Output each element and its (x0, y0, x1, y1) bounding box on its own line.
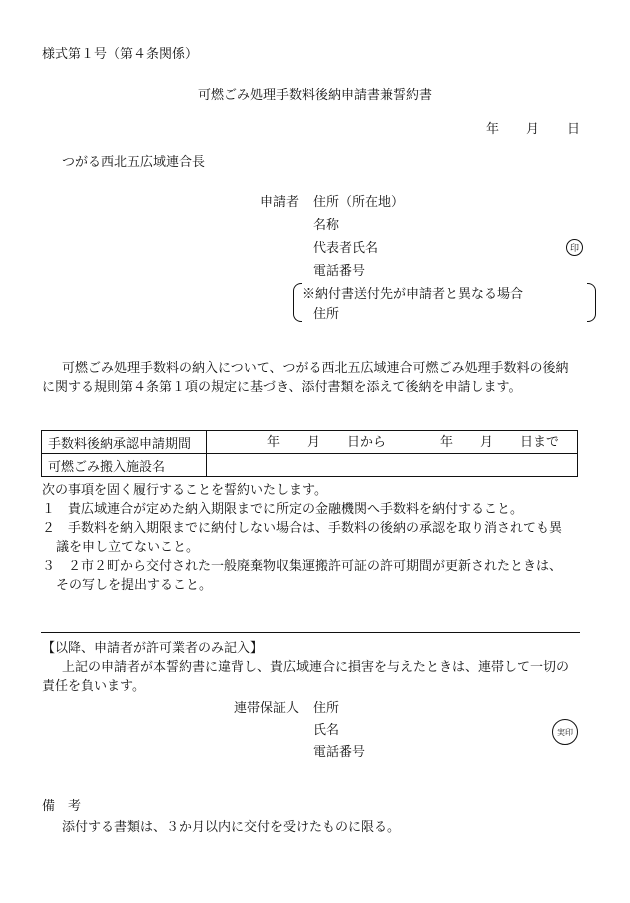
body-text-line2: に関する規則第４条第１項の規定に基づき、添付書類を添えて後納を申請します。 (42, 380, 522, 395)
pledge-item-2-line2: 議を申し立てないこと。 (56, 540, 200, 555)
period-value[interactable] (207, 431, 578, 454)
from-year: 年 (267, 435, 281, 450)
document-title: 可燃ごみ処理手数料後納申請書兼誓約書 (198, 88, 433, 103)
date-day: 日 (567, 122, 581, 137)
delivery-note: ※納付書送付先が申請者と異なる場合 (302, 287, 524, 302)
form-number: 様式第１号（第４条関係） (42, 47, 199, 62)
applicant-name-label: 名称 (313, 218, 340, 233)
note-bracket-left (293, 283, 302, 322)
facility-value[interactable] (207, 454, 578, 477)
to-year: 年 (440, 435, 454, 450)
guarantor-name-label: 氏名 (313, 723, 340, 738)
table-row (42, 454, 578, 477)
period-table (41, 430, 578, 477)
from-day: 日から (347, 435, 387, 450)
seal-mark-text: 印 (569, 244, 579, 254)
applicant-address-label: 住所（所在地） (313, 195, 405, 210)
applicant-phone-label: 電話番号 (313, 264, 366, 279)
period-label: 手数料後納承認申請期間 (42, 431, 207, 454)
from-month: 月 (307, 435, 321, 450)
registered-seal-icon (552, 719, 578, 745)
addressee: つがる西北五広域連合長 (62, 155, 206, 170)
seal-mark-icon (566, 239, 583, 256)
remarks-label: 備 考 (42, 799, 82, 814)
pledge-intro: 次の事項を固く履行することを誓約いたします。 (42, 483, 327, 498)
guarantor-section-header: 【以降、申請者が許可業者のみ記入】 (42, 641, 264, 656)
pledge-item-2-line1: ２ 手数料を納入期限までに納付しない場合は、手数料の後納の承認を取り消されても異 (42, 521, 563, 536)
to-month: 月 (480, 435, 494, 450)
date-year: 年 (486, 122, 500, 137)
delivery-address-label: 住所 (313, 307, 340, 322)
table-row (42, 431, 578, 454)
guarantor-phone-label: 電話番号 (313, 745, 366, 760)
facility-label: 可燃ごみ搬入施設名 (42, 454, 207, 477)
registered-seal-text: 実印 (557, 727, 573, 737)
pledge-item-3-line1: ３ ２市２町から交付された一般廃棄物収集運搬許可証の許可期間が更新されたときは、 (42, 559, 563, 574)
applicant-label: 申請者 (260, 195, 300, 210)
guarantor-label: 連帯保証人 (234, 701, 300, 716)
date-month: 月 (526, 122, 540, 137)
guarantor-text-line1: 上記の申請者が本誓約書に違背し、貴広域連合に損害を与えたときは、連帯して一切の (62, 660, 570, 675)
pledge-item-3-line2: その写しを提出すること。 (56, 578, 213, 593)
to-day: 日まで (520, 435, 560, 450)
applicant-representative-label: 代表者氏名 (313, 241, 379, 256)
section-divider (41, 632, 580, 633)
pledge-item-1: １ 貴広域連合が定めた納入期限までに所定の金融機関へ手数料を納付すること。 (42, 502, 524, 517)
guarantor-text-line2: 責任を負います。 (42, 679, 145, 694)
note-bracket-right (587, 283, 596, 322)
remarks-text: 添付する書類は、３か月以内に交付を受けたものに限る。 (62, 820, 401, 835)
guarantor-address-label: 住所 (313, 701, 340, 716)
body-text-line1: 可燃ごみ処理手数料の納入について、つがる西北五広域連合可燃ごみ処理手数料の後納 (62, 361, 569, 376)
